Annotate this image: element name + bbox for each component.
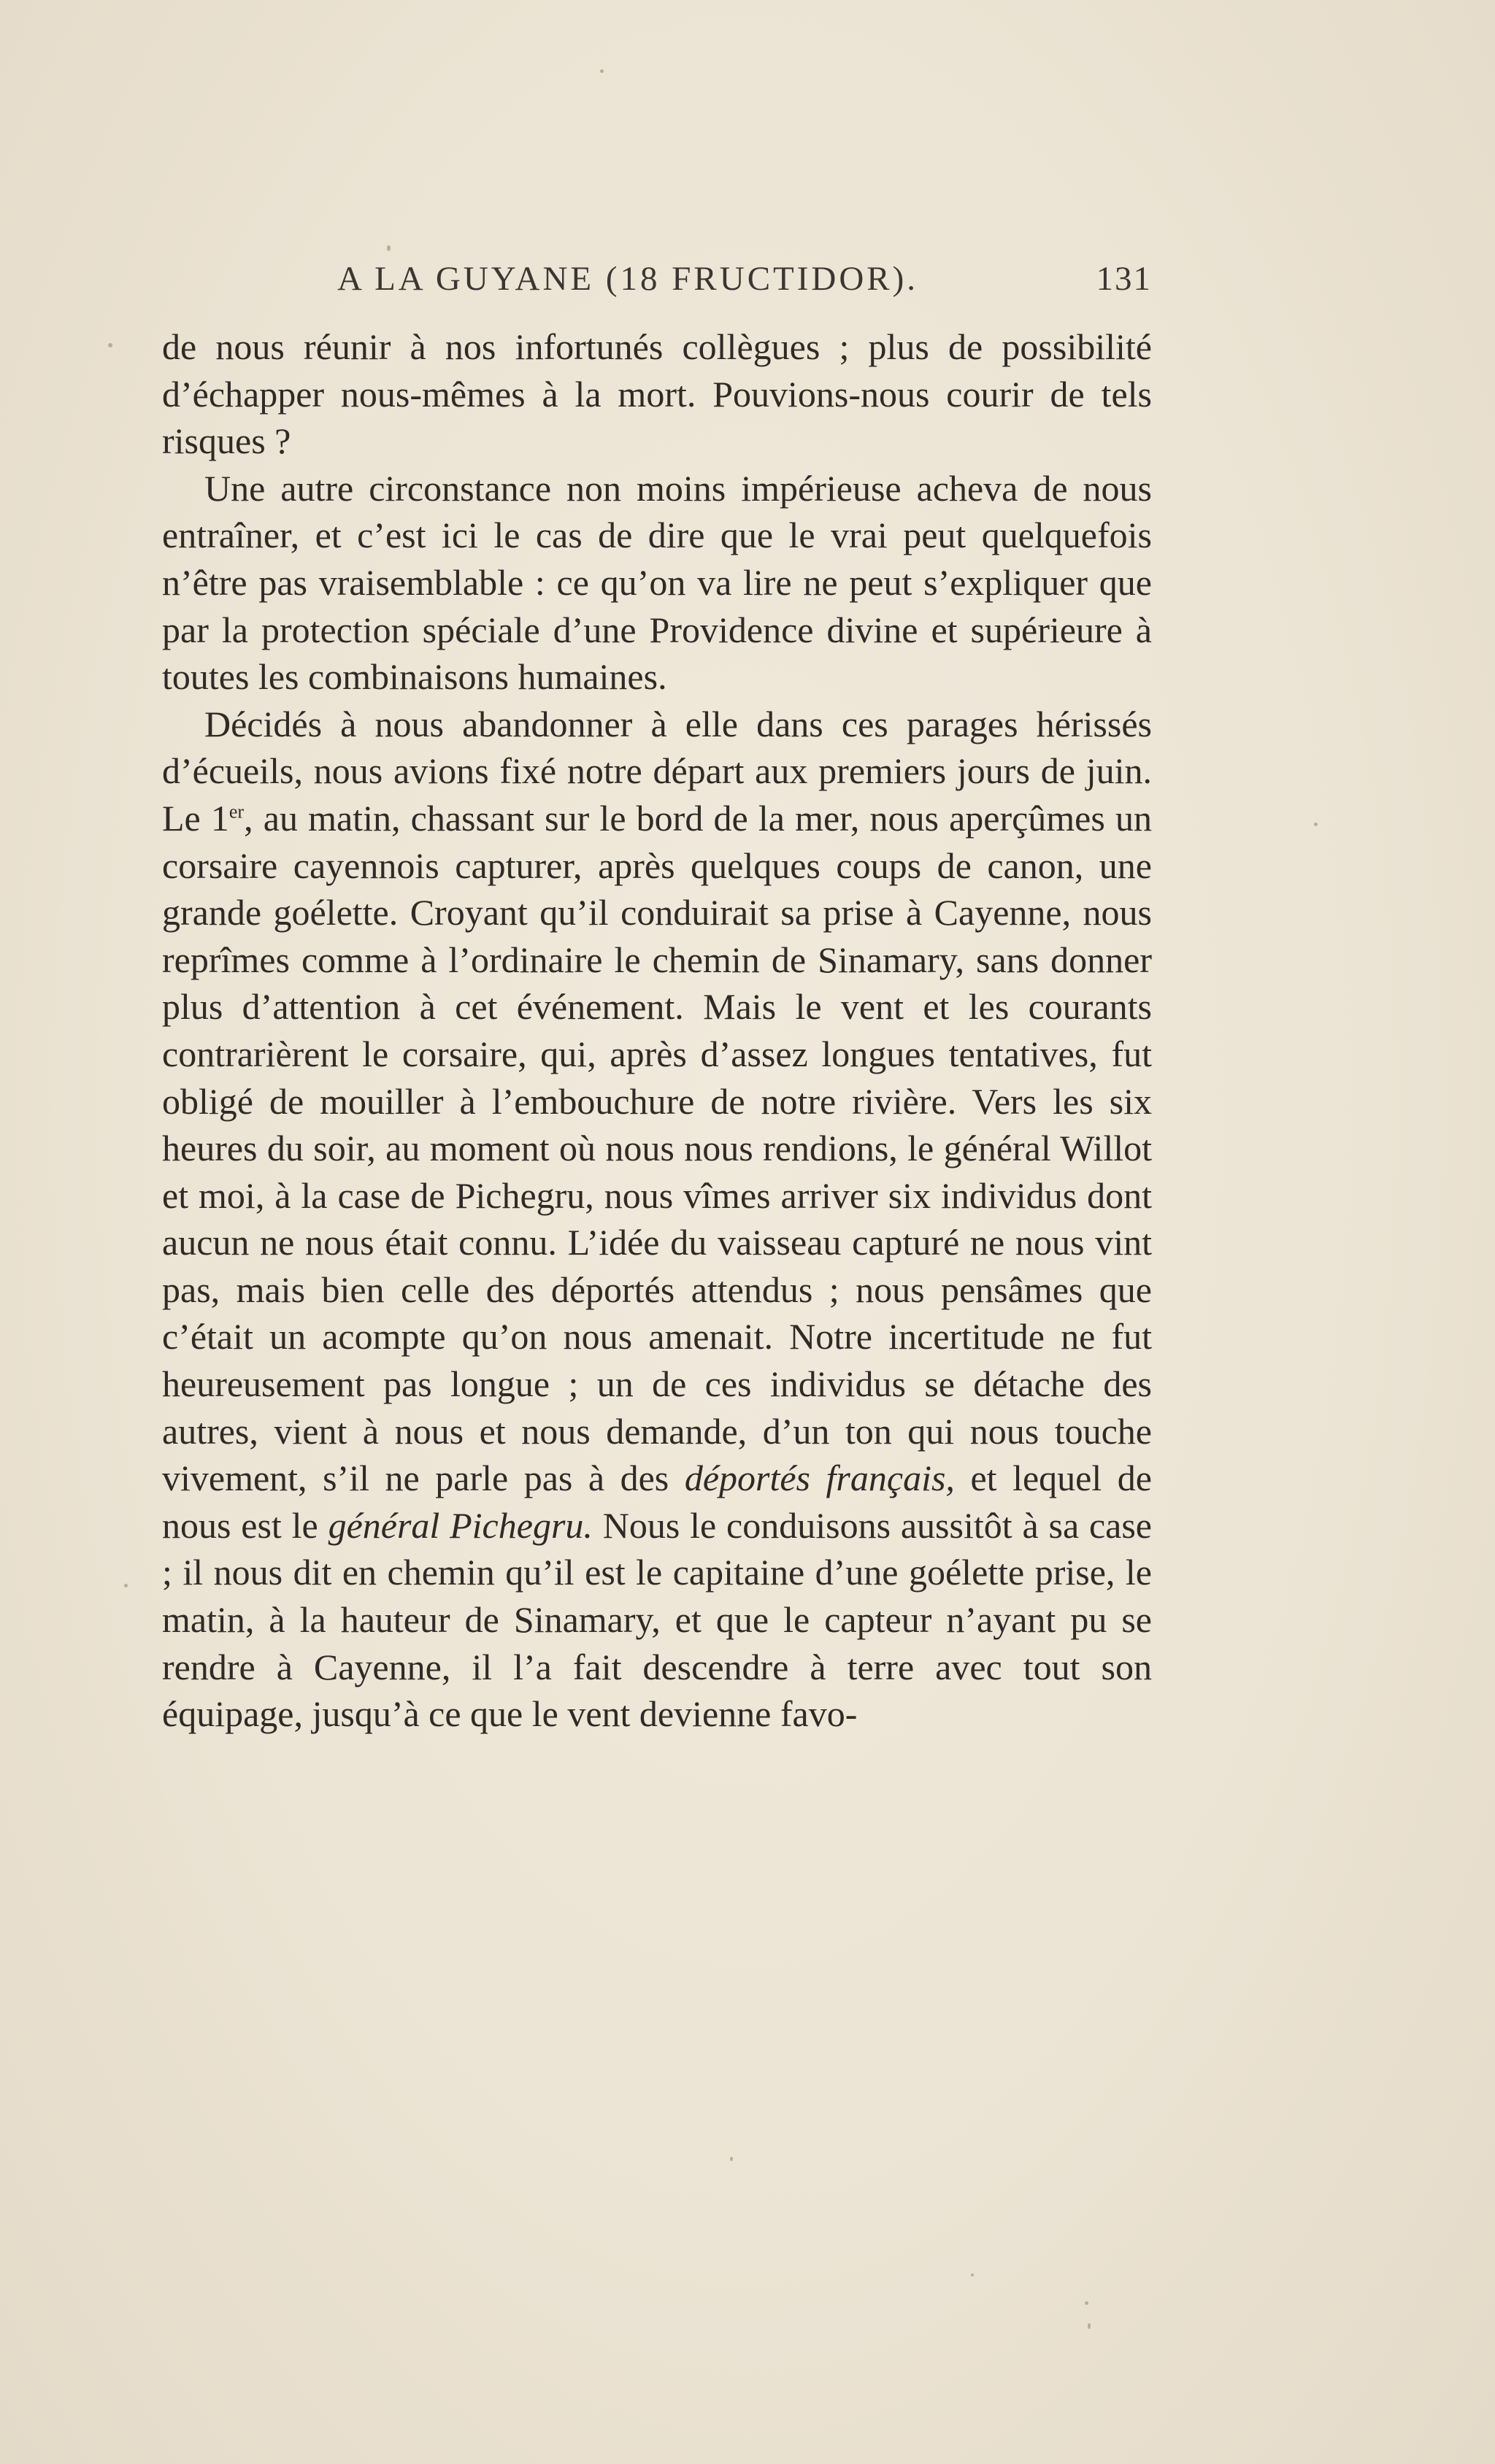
- paper-speck: [971, 2274, 974, 2276]
- paragraph-3-text-d: Nous le conduisons aussitôt à sa case ; il nous dit en chemin qu’il est le capitaine d’une goélette prise, le matin, à la hauteur de Sinamary, et que le capteur n’ayant pu se rendre à Cayenne, il l’a fait descendre à terre avec tout son équipage, jusqu’à ce que le vent devienne favo-: [162, 1504, 1152, 1735]
- paper-speck: [387, 245, 391, 251]
- body-text: [162, 323, 1152, 1738]
- paper-speck: [108, 343, 112, 347]
- paragraph-3-text-a: Décidés à nous abandonner à elle dans ces parages hérissés d’écueils, nous avions fixé notre départ aux premiers jours de juin. Le 1: [162, 703, 1152, 839]
- italic-general-pichegru: général Pichegru.: [328, 1504, 593, 1546]
- paragraph-3-text-c: et lequel de nous est le: [162, 1458, 1152, 1546]
- ordinal-superscript: er: [228, 801, 245, 823]
- running-head: [162, 252, 1152, 310]
- running-title: A LA GUYANE (18 FRUCTIDOR).: [337, 260, 919, 298]
- paragraph-1: de nous réunir à nos infortunés collègues ; plus de possibilité d’échapper nous-mêmes à la mort. Pouvions-nous courir de tels risques ?: [162, 326, 1152, 462]
- italic-deportes-francais: déportés français,: [684, 1458, 955, 1499]
- paragraph-2: Une autre circonstance non moins impérieuse acheva de nous entraîner, et c’est ici le cas de dire que le vrai peut quelquefois n’être pas vraisemblable : ce qu’on va lire ne peut s’expliquer que par la protection spéciale d’une Providence divine et supérieure à toutes les combinaisons humaines.: [162, 467, 1152, 698]
- paper-speck: [124, 1584, 128, 1587]
- paper-speck: [1088, 2323, 1091, 2329]
- paper-speck: [600, 69, 604, 73]
- paper-speck: [1314, 823, 1318, 826]
- paper-speck: [1085, 2301, 1088, 2305]
- paragraph-3-text-b: , au matin, chassant sur le bord de la mer, nous aperçûmes un corsaire cayennois capturer, après quelques coups de canon, une grande goélette. Croyant qu’il conduirait sa prise à Cayenne, nous reprîmes comme à l’ordinaire le chemin de Sinamary, sans donner plus d’attention à cet événement. Mais le vent et les courants contrarièrent le corsaire, qui, après d’assez longues tentatives, fut obligé de mouiller à l’embouchure de notre rivière. Vers les six heures du soir, au moment où nous nous rendions, le général Willot et moi, à la case de Pichegru, nous vîmes arriver six individus dont aucun ne nous était connu. L’idée du vaisseau capturé ne nous vint pas, mais bien celle des déportés attendus ; nous pensâmes que c’était un acompte qu’on nous amenait. Notre incertitude ne fut heureusement pas longue ; un de ces individus se détache des autres, vient à nous et nous demande, d’un ton qui nous touche vivement, s’il ne parle pas à des: [162, 797, 1152, 1499]
- paragraph-3: [162, 701, 1152, 1738]
- page-number: 131: [1096, 260, 1152, 298]
- paper-speck: [730, 2157, 733, 2161]
